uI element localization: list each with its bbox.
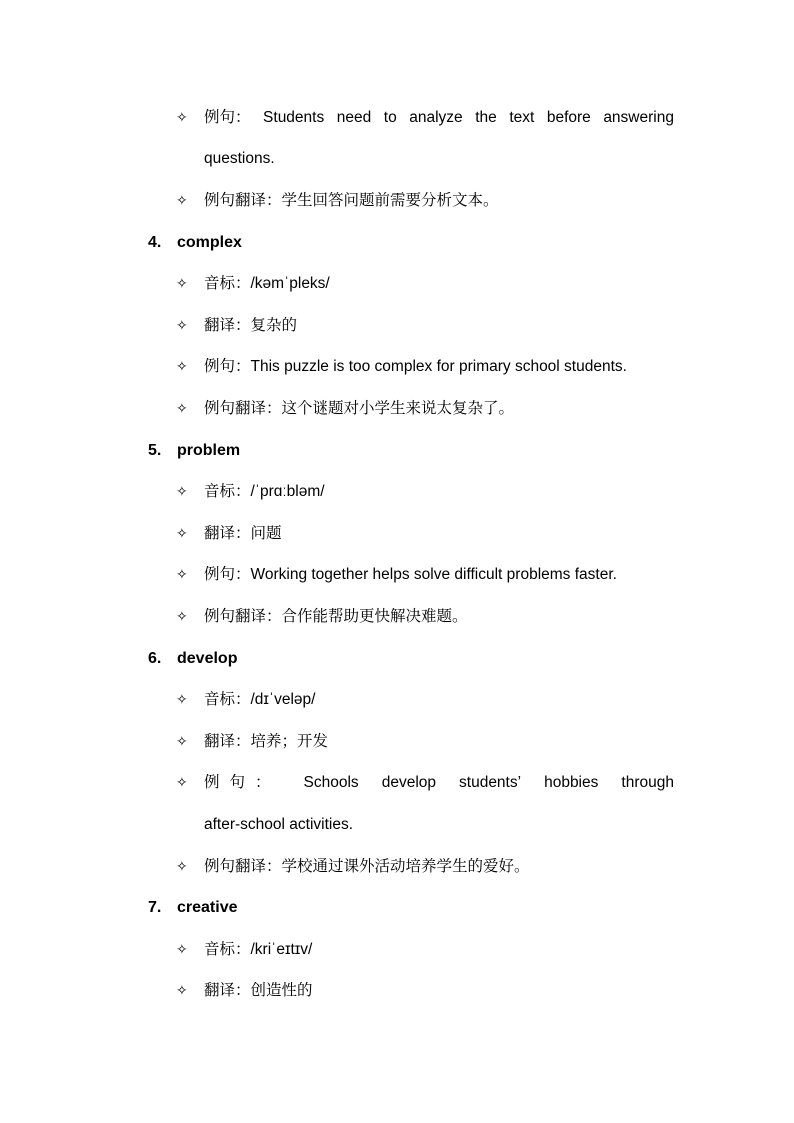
- definition: 翻译：问题: [204, 525, 282, 542]
- example-sentence: 例句：Working together helps solve difficult problems faster.: [204, 566, 617, 583]
- example-translation: 例句翻译：学生回答问题前需要分析文本。: [204, 192, 499, 209]
- vocab-word: creative: [177, 899, 238, 916]
- example-sentence: [204, 108, 674, 128]
- bullet-icon: ✧: [176, 567, 188, 583]
- example-word: through: [621, 774, 674, 791]
- example-word: need: [336, 109, 372, 126]
- vocab-word: problem: [177, 442, 241, 459]
- bullet-icon: ✧: [176, 942, 188, 958]
- bullet-icon: ✧: [176, 983, 188, 999]
- bullet-icon: ✧: [176, 484, 188, 500]
- example-translation: 例句翻译：学校通过课外活动培养学生的爱好。: [204, 858, 530, 875]
- bullet-icon: ✧: [176, 526, 188, 542]
- example-word: hobbies: [544, 774, 599, 791]
- bullet-icon: ✧: [176, 193, 188, 209]
- bullet-icon: ✧: [176, 110, 188, 126]
- example-label: 例句：: [204, 109, 251, 126]
- example-translation: 例句翻译：合作能帮助更快解决难题。: [204, 608, 468, 625]
- word-number: 7.: [148, 899, 162, 916]
- example-word: before: [546, 109, 591, 126]
- example-word: students’: [459, 774, 522, 791]
- bullet-icon: ✧: [176, 401, 188, 417]
- bullet-icon: ✧: [176, 609, 188, 625]
- vocab-word: complex: [177, 234, 242, 251]
- example-sentence-continued: questions.: [204, 150, 275, 167]
- example-word: Schools: [303, 774, 359, 791]
- example-word: the: [475, 109, 497, 126]
- word-number: 4.: [148, 234, 162, 251]
- definition: 翻译：复杂的: [204, 317, 298, 334]
- bullet-icon: ✧: [176, 692, 188, 708]
- definition: 翻译：培养；开发: [204, 733, 329, 750]
- bullet-icon: ✧: [176, 359, 188, 375]
- example-label: 例句：: [204, 774, 281, 791]
- example-sentence-continued: after-school activities.: [204, 816, 354, 833]
- vocab-word: develop: [177, 650, 238, 667]
- example-sentence: [204, 773, 674, 793]
- phonetic: 音标：/dɪˈveləp/: [204, 691, 316, 708]
- bullet-icon: ✧: [176, 775, 188, 791]
- phonetic: 音标：/kəmˈpleks/: [204, 275, 330, 292]
- bullet-icon: ✧: [176, 859, 188, 875]
- example-word: text: [509, 109, 535, 126]
- bullet-icon: ✧: [176, 318, 188, 334]
- definition: 翻译：创造性的: [204, 982, 313, 999]
- word-number: 6.: [148, 650, 162, 667]
- bullet-icon: ✧: [176, 734, 188, 750]
- bullet-icon: ✧: [176, 276, 188, 292]
- phonetic: 音标：/kriˈeɪtɪv/: [204, 941, 313, 958]
- example-word: Students: [263, 109, 325, 126]
- example-sentence: 例句：This puzzle is too complex for primary school students.: [204, 358, 627, 375]
- phonetic: 音标：/ˈprɑːbləm/: [204, 483, 325, 500]
- example-word: answering: [603, 109, 674, 126]
- example-word: analyze: [409, 109, 463, 126]
- example-word: to: [383, 109, 397, 126]
- example-word: develop: [381, 774, 436, 791]
- word-number: 5.: [148, 442, 162, 459]
- example-translation: 例句翻译：这个谜题对小学生来说太复杂了。: [204, 400, 515, 417]
